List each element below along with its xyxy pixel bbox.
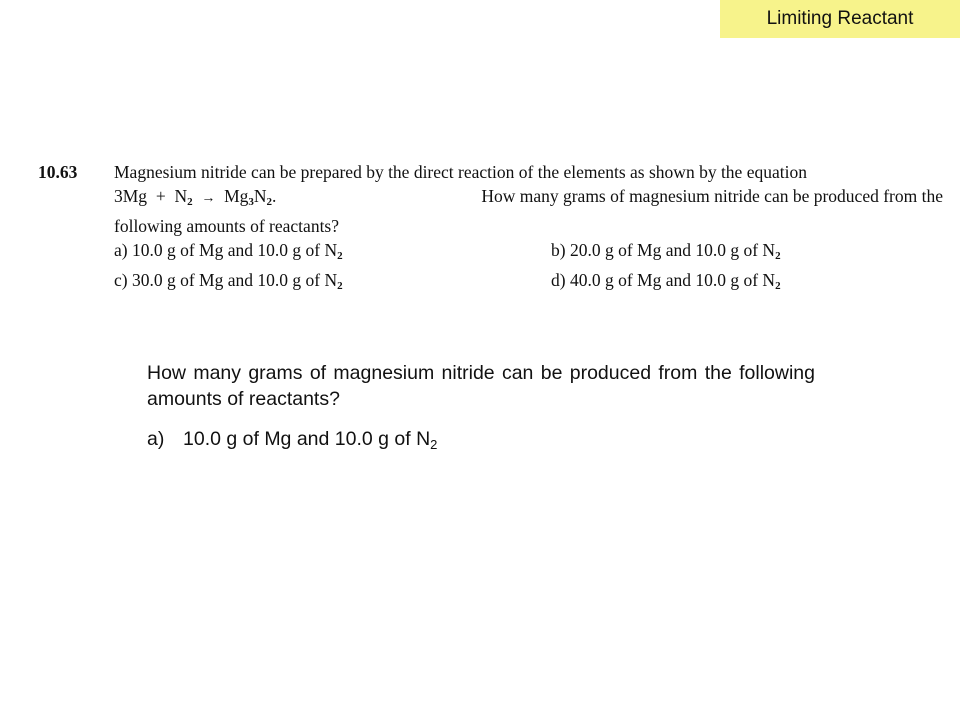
question-part-subscript: 2	[430, 437, 438, 452]
problem-part-c: c) 30.0 g of Mg and 10.0 g of $N_2$	[114, 270, 343, 292]
problem-body	[114, 160, 943, 298]
chemical-equation: $3Mg + N_2 \to Mg_3N_2$.	[114, 186, 277, 208]
problem-part-b: b) 20.0 g of Mg and 10.0 g of $N_2$	[551, 240, 781, 262]
textbook-problem-image	[38, 160, 943, 298]
slide-title-tag: Limiting Reactant	[720, 0, 960, 38]
problem-line-1: Magnesium nitride can be prepared by the direct reaction of the elements as shown by the equation	[114, 162, 807, 182]
question-part-a	[147, 426, 815, 458]
problem-line-2-text: How many grams of magnesium nitride can be produced from the	[481, 186, 943, 206]
problem-number: 10.63	[38, 162, 78, 182]
problem-part-a: a) 10.0 g of Mg and 10.0 g of $N_2$	[114, 240, 343, 262]
problem-parts	[114, 238, 943, 298]
question-part-text: 10.0 g of Mg and 10.0 g of N	[183, 428, 431, 450]
question-part-label: a)	[147, 428, 165, 450]
question-block	[147, 360, 815, 458]
problem-line-2	[114, 184, 943, 214]
question-text: How many grams of magnesium nitride can be produced from the following amounts of reactants?	[147, 362, 815, 410]
problem-part-d: d) 40.0 g of Mg and 10.0 g of $N_2$	[551, 270, 781, 292]
problem-line-3: following amounts of reactants?	[114, 216, 340, 236]
